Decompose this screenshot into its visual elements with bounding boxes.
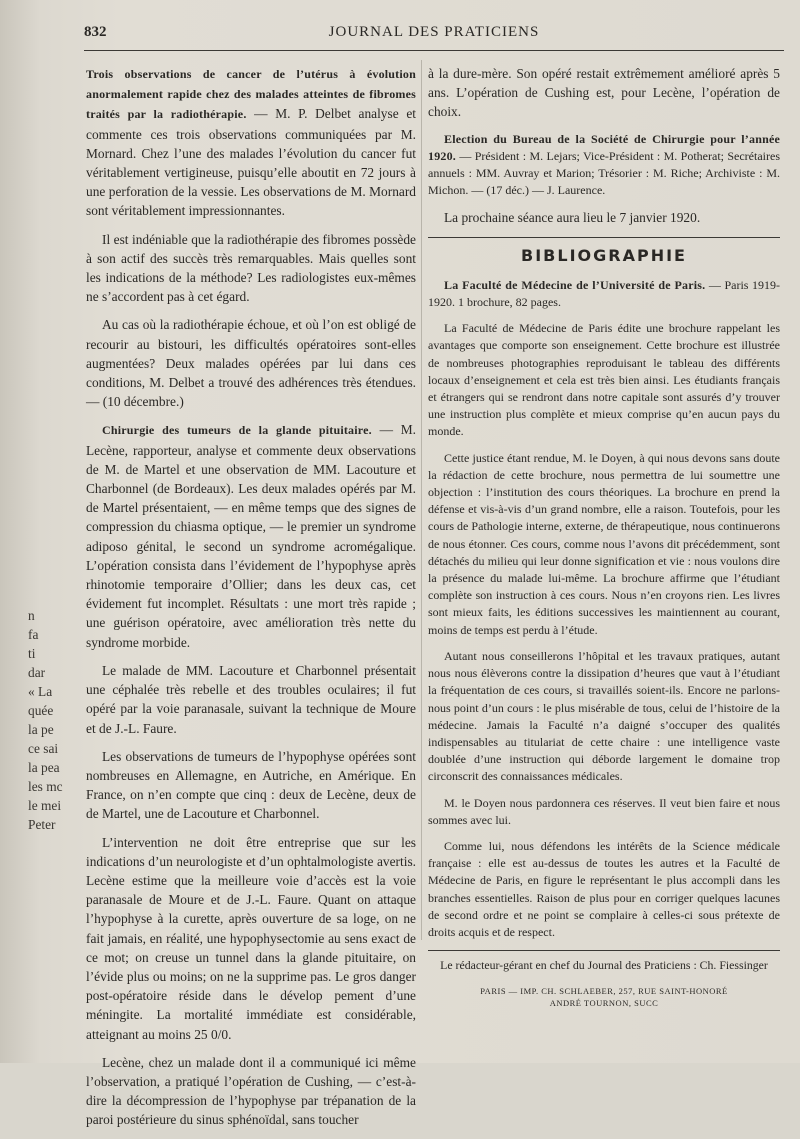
article-body: — Président : M. Lejars; Vice-Président : M. Potherat; Secrétaires annuels : MM. Auvray et Marion; Trésorier : M. Riche; Archiviste : M. Michon. — (17 déc.) — J. Laurence.: [428, 148, 780, 198]
article-body: — M. Lecène, rapporteur, analyse et commente deux observations de M. de Martel et une observation de MM. Lacouture et Charbonnel (de Bordeaux). Les deux malades opérés par M. de Martel présentaient, — en même temps que des signes de compression du chiasma optique, — le premier un syndrome adiposo génital, le second un syndrome acromégalique. L’opération consista dans l’évidement de l’hypophyse après rhinotomie temporaire d’Ollier; dans les deux cas, cet évidement fut incomplet. Résultats : une mort très rapide ; une guérison opératoire, avec amélioration très nette du syndrome morbide.: [86, 422, 417, 650]
printer-line: PARIS — IMP. CH. SCHLAEBER, 257, RUE SAINT-HONORÉ: [480, 986, 728, 997]
margin-fragment: dar: [28, 665, 46, 680]
page-number: 832: [84, 24, 107, 40]
article-election: [428, 131, 780, 200]
header-rule: [84, 50, 784, 51]
margin-fragment: ce sai: [28, 741, 59, 756]
paragraph: La Faculté de Médecine de Paris édite une brochure rappelant les avantages que comporte son enseignement. Cette brochure est illustrée de nombreuses photographies reproduisant le tableau des différents locaux d’enseignement et cela est très bien ainsi. Les étudiants français et étrangers qui se rendront dans notre capitale sont assurés d’y trouver une instruction plus complète et mieux comprise qu’en aucun pays du monde.: [428, 321, 780, 439]
margin-fragment: la pea: [28, 760, 60, 775]
margin-fragment: fa: [28, 627, 39, 642]
paragraph: à la dure-mère. Son opéré restait extrêmement amélioré après 5 ans. L’opération de Cushing est, pour Lecène, l’opération de choix.: [428, 66, 780, 120]
margin-fragment: les mc: [28, 779, 63, 794]
paragraph: Cette justice étant rendue, M. le Doyen, à qui nous devons sans doute la rédaction de cette brochure, nous permettra de lui soumettre une objection : l’institution des cours théoriques. La brochure en prend la défense et vis-à-vis d’un grand nombre, elle a raison. Toutefois, pour les cours de Pathologie interne, externe, de thérapeutique, nous continuerons de nous étonner. Ces cours, comme nous l’avons dit précédemment, sont détachés du milieu qui leur donne signification et vie : nous voulons dire la présence du malade lui-même. La brochure affirme que l’étudiant complète son instruction à ces cours. Nous n’en croyons rien. Les livres sont mieux faits, les éditions successives les maintiennent au courant, moins de temps est perdu à l’étude.: [428, 450, 780, 637]
next-session-note: La prochaine séance aura lieu le 7 janvier 1920.: [444, 210, 701, 226]
paragraph: M. le Doyen nous pardonnera ces réserves. Il veut bien faire et nous sommes avec lui.: [428, 795, 780, 827]
article-body: — Paris 1919-1920. 1 brochure, 82 pages.: [428, 277, 781, 310]
adjacent-page-fragments: [28, 606, 68, 834]
paragraph: Au cas où la radiothérapie échoue, et où l’on est obligé de recourir au bistouri, les difficultés opératoires sont-elles augmentées? Deux malades opérées par lui dans ces conditions, M. Delbet a trouvé des adhérences très étendues. — (10 décembre.): [86, 317, 416, 410]
article-lead: Trois observations de cancer de l’utérus à évolution anormalement rapide chez des malades atteintes de fibromes traités par la radiothérapie.: [86, 67, 416, 122]
margin-fragment: Peter: [28, 817, 56, 832]
article-body: — M. P. Delbet analyse et commente ces trois observations communiquées par M. Mornard. Chez l’une des malades l’évolution du cancer fut véritablement vertigineuse, puisqu’elle aboutit en 72 jours à une perforation de la vessie. Les observations de M. Mornard sont véritablement impressionnantes.: [86, 106, 416, 219]
margin-fragment: ti: [28, 646, 36, 661]
column-divider: [421, 60, 422, 940]
paragraph: Les observations de tumeurs de l’hypophyse opérées sont nombreuses en Allemagne, en Autriche, en Amérique. En France, on n’en compte que cinq : deux de Lecène, deux de de Martel, une de Lacouture et Charbonnel.: [86, 748, 416, 822]
section-rule: [428, 237, 780, 238]
printer-imprint: [428, 985, 780, 1009]
paragraph: Autant nous conseillerons l’hôpital et les travaux pratiques, autant nous nous élèverons contre la dissipation d’heures que vaut à l’étudiant la fréquentation de ces cours, si travaillés soient-ils. Encore ne parlons-nous point d’un cours : le plus misérable de tous, celui de l’histoire de la médecine. Jamais la Faculté n’a daigné s’occuper des qualités indispensables au titulariat de cette chaire : une intelligence vaste doublée d’une instruction qui déborde largement le domaine trop circonscrit des connaissances médicales.: [428, 648, 780, 784]
article-lead: Chirurgie des tumeurs de la glande pituitaire.: [102, 423, 372, 438]
margin-fragment: quée: [28, 703, 54, 718]
editor-line: Le rédacteur-gérant en chef du Journal des Praticiens : Ch. Fiessinger: [428, 950, 780, 975]
article-pituitary: [86, 420, 416, 651]
right-column: [428, 64, 780, 1009]
bibliography-heading: BIBLIOGRAPHIE: [521, 245, 687, 265]
printer-line: ANDRÉ TOURNON, SUCC: [549, 998, 659, 1009]
page-header: [84, 24, 784, 46]
paragraph: Le malade de MM. Lacouture et Charbonnel présentait une céphalée très rebelle et des troubles oculaires; il fut opéré par la voie paranasale, suivant la technique de Moure et de J.-L. Faure.: [86, 662, 416, 736]
article-lead: Election du Bureau de la Société de Chirurgie pour l’année 1920.: [428, 131, 780, 163]
paragraph: Comme lui, nous défendons les intérêts de la Science médicale française : elle est au-dessus de toutes les autres et la Faculté de Médecine de Paris, en figure le représentant le plus accompli dans les branches essentielles. Raison de plus pour en corriger quelques lacunes de second ordre et ne point se complaire à celles-ci sous prétexte de droits acquis et de respect.: [428, 838, 780, 939]
margin-fragment: « La: [28, 684, 53, 699]
margin-fragment: la pe: [28, 722, 54, 737]
left-column: [86, 64, 416, 1139]
paragraph: Il est indéniable que la radiothérapie des fibromes possède à son actif des succès très remarquables. Mais quelles sont les indications de la méthode? Les radiologistes eux-mêmes ne s’accordent pas à cet égard.: [86, 231, 416, 305]
margin-fragment: n: [28, 608, 35, 623]
article-cancer-uterus: [86, 64, 416, 221]
journal-title: JOURNAL DES PRATICIENS: [328, 24, 540, 40]
article-lead: La Faculté de Médecine de l’Université de Paris.: [444, 277, 706, 292]
margin-fragment: le mei: [28, 798, 62, 813]
paragraph: Lecène, chez un malade dont il a communiqué ici même l’observation, a pratiqué l’opération de Cushing, — c’est-à-dire la décompression de l’hypophyse par trépanation de la paroi postérieure du sinus sphénoïdal, sans toucher: [86, 1054, 416, 1128]
book-review-heading: [428, 277, 780, 311]
paragraph: L’intervention ne doit être entreprise que sur les indications d’un neurologiste et d’un ophtalmologiste avertis. Lecène estime que la meilleure voie d’accès est la voie paranasale de Moure et de J.-L. Faure. Quant on attaque l’hypophyse à la curette, après ouverture de sa loge, on ne fait jamais, en réalité, une hypophysectomie au sens exact de ce mot; on creuse un tunnel dans la glande pituitaire, on l’évide plus ou moins; on ne la supprime pas. Le gros danger post-opératoire réside dans le dévelop pement d’une méningite. La mortalité immédiate est considérable, atteignant au moins 25 0/0.: [86, 834, 416, 1042]
